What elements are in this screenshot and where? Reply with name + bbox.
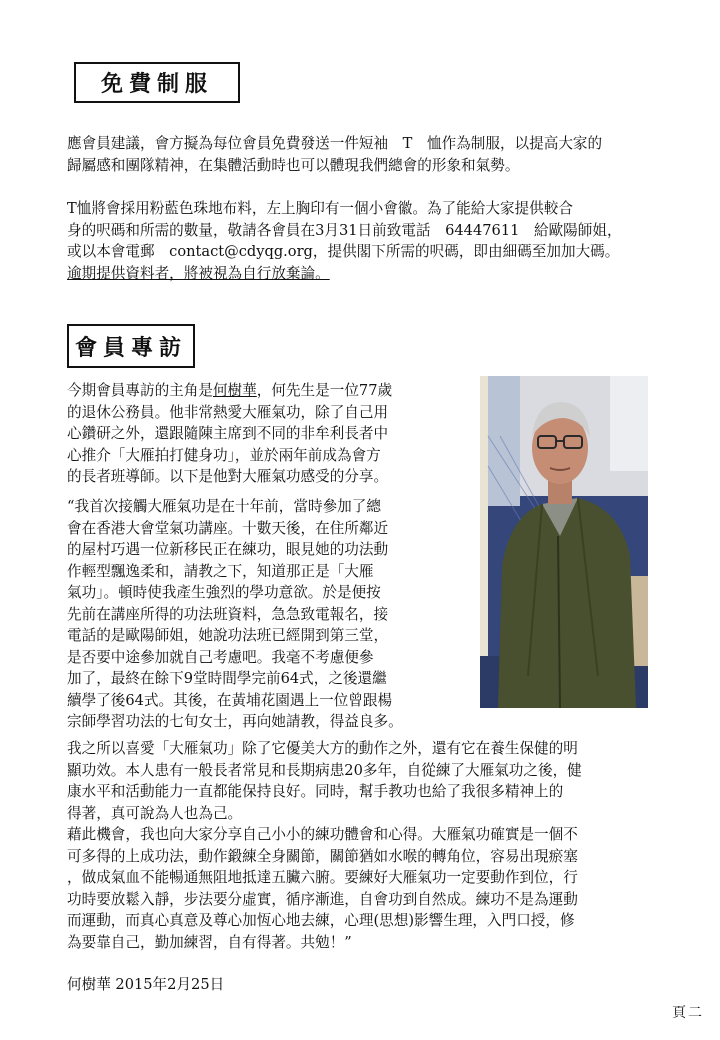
uniform-paragraph-1 <box>67 133 657 176</box>
text-line: 加了，最終在餘下9堂時間學完前64式，之後還繼 <box>67 670 387 687</box>
text-line: 續學了後64式。其後，在黃埔花園遇上一位曾跟楊 <box>67 691 393 709</box>
text-line: 作輕型飄逸柔和，請教之下，知道那正是「大雁 <box>67 562 374 580</box>
text-line: 氣功」。頓時使我產生強烈的學功意欲。於是便按 <box>67 584 381 601</box>
member-portrait-photo <box>480 376 648 708</box>
text-line: T恤將會採用粉藍色珠地布料，左上胸印有一個小會徽。為了能給大家提供較合 <box>67 200 573 217</box>
text-line: 的屋村巧遇一位新移民正在練功，眼見她的功法動 <box>67 541 389 558</box>
text-line: 身的呎碼和所需的數量，敬請各會員在3月31日前致電話 64447611 給歐陽師姐， <box>67 221 622 239</box>
section-title-text: 免費制服 <box>100 72 213 97</box>
signature: 何樹華 2015年2月25日 <box>67 976 225 993</box>
text-line: 而運動，而真心真意及尊心加恆心地去練，心理(思想)影響生理，入門口授，修 <box>67 912 575 929</box>
text-line: 康水平和活動能力一直都能保持良好。同時，幫手教功也給了我很多精神上的 <box>67 783 564 800</box>
section-title-free-uniform <box>74 62 240 103</box>
text-line: 心鑽研之外，還跟隨陳主席到不同的非牟利長者中 <box>67 425 389 442</box>
text-line: 是否要中途參加就自己考慮吧。我毫不考慮便參 <box>67 648 374 666</box>
text-line: ，做成氣血不能暢通無阻地抵達五臟六腑。要練好大雁氣功一定要動作到位，行 <box>67 869 578 886</box>
member-name: 何樹華 <box>212 382 257 399</box>
intro-suffix: ，何先生是一位77歲 <box>256 382 393 399</box>
section-title-text: 會員專訪 <box>74 335 187 361</box>
uniform-paragraph-2 <box>67 198 662 284</box>
text-line: 的長者班導師。以下是他對大雁氣功感受的分享。 <box>67 468 389 485</box>
text-line: 得著，真可說為人也為己。 <box>67 804 243 822</box>
portrait-illustration <box>480 376 648 708</box>
text-line: 電話的是歐陽師姐，她說功法班已經開到第三堂， <box>67 627 389 644</box>
text-line: 先前在講座所得的功法班資料，急急致電報名，接 <box>67 605 389 623</box>
deadline-notice: 逾期提供資料者，將被視為自行放棄論。 <box>67 264 330 282</box>
text-line: 宗師學習功法的七旬女士，再向她請教，得益良多。 <box>67 713 403 730</box>
interview-quote <box>67 496 467 733</box>
page-number: 頁二 <box>672 1005 704 1021</box>
text-line <box>67 380 457 402</box>
text-line: 我之所以喜愛「大雁氣功」除了它優美大方的動作之外，還有它在養生保健的明 <box>67 740 578 757</box>
interview-paragraph-advice <box>67 824 662 953</box>
text-line: 為要靠自己，勤加練習，自有得著。共勉！” <box>67 933 352 951</box>
text-line: 可多得的上成功法，動作鍛練全身關節，關節猶如水喉的轉角位，容易出現瘀塞 <box>67 847 578 865</box>
text-line: “我首次接觸大雁氣功是在十年前，當時參加了總 <box>67 498 381 515</box>
text-line: 功時要放鬆入靜，步法要分虛實，循序漸進，自會功到自然成。練功不是為運動 <box>67 890 578 908</box>
text-line: 或以本會電郵 contact@cdyqg.org，提供閣下所需的呎碼，即由細碼至加加大碼。 <box>67 243 620 260</box>
section-title-member-interview <box>67 324 195 368</box>
interview-intro <box>67 380 457 488</box>
text-line: 的退休公務員。他非常熱愛大雁氣功，除了自己用 <box>67 403 389 421</box>
text-line: 歸屬感和團隊精神，在集體活動時也可以體現我們總會的形象和氣勢。 <box>67 156 520 174</box>
text-line: 應會員建議，會方擬為每位會員免費發送一件短袖 T 恤作為制服，以提高大家的 <box>67 135 603 152</box>
interview-paragraph-benefits <box>67 738 662 824</box>
text-line: 心推介「大雁拍打健身功」，並於兩年前成為會方 <box>67 446 381 464</box>
text-line: 藉此機會，我也向大家分享自己小小的練功體會和心得。大雁氣功確實是一個不 <box>67 826 578 843</box>
text-line: 顯功效。本人患有一般長者常見和長期病患20多年，自從練了大雁氣功之後，健 <box>67 761 582 779</box>
intro-prefix: 今期會員專訪的主角是 <box>67 382 213 399</box>
text-line: 會在香港大會堂氣功講座。十數天後，在住所鄰近 <box>67 519 389 537</box>
